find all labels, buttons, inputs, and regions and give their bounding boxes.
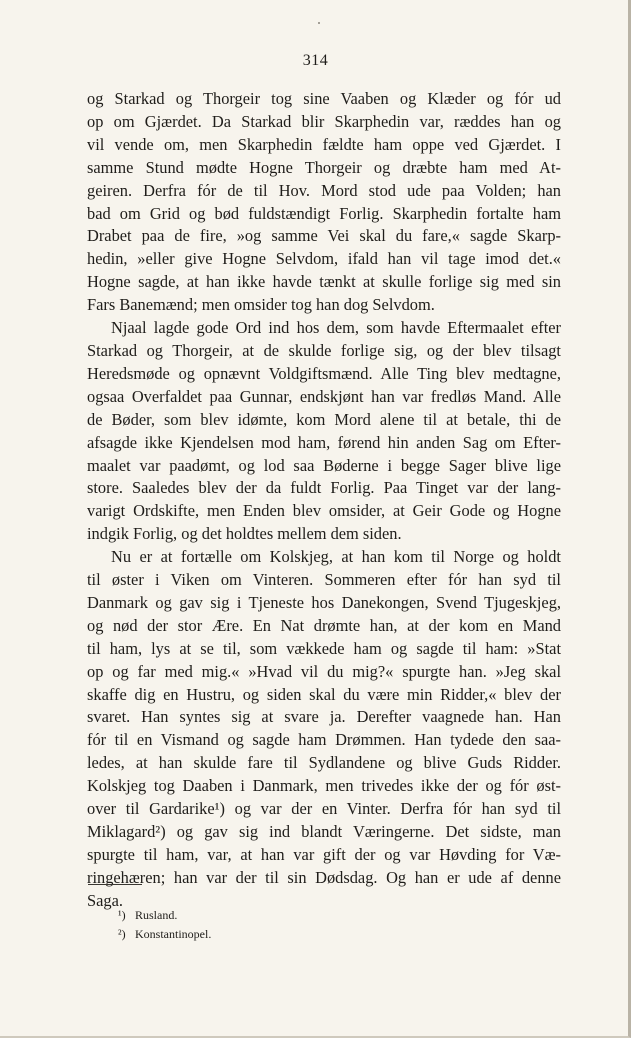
text-line: til øster i Viken om Vinteren. Sommeren efter fór han syd til	[87, 570, 561, 590]
text-line: Drabet paa de fire, »og samme Vei skal du fare,« sagde Skarp-	[87, 226, 561, 246]
footnote-divider	[88, 884, 142, 885]
text-line: Fars Banemænd; men omsider tog han dog Selvdom.	[87, 295, 435, 315]
text-line: hedin, »eller give Hogne Selvdom, ifald han vil tage imod det.«	[87, 249, 561, 269]
text-line: store. Saaledes blev der da fuldt Forlig. Paa Tinget var der lang-	[87, 478, 561, 498]
footnotes	[118, 906, 418, 944]
text-line: indgik Forlig, og det holdtes mellem dem siden.	[87, 524, 402, 544]
text-line: og nød der stor Ære. En Nat drømte han, at der kom en Mand	[87, 615, 561, 635]
text-line: Nu er at fortælle om Kolskjeg, at han kom til Norge og holdt	[111, 547, 561, 567]
text-line: Danmark og gav sig i Tjeneste hos Danekongen, Svend Tjugeskjeg,	[87, 592, 561, 612]
body-text	[87, 88, 561, 913]
footnote-1	[118, 906, 418, 925]
paper-speck	[318, 22, 320, 24]
text-line: op og far med mig.« »Hvad vil du mig?« spurgte han. »Jeg skal	[87, 661, 561, 681]
text-line: Njaal lagde gode Ord ind hos dem, som havde Eftermaalet efter	[111, 318, 561, 338]
paragraph-2	[87, 317, 561, 546]
text-line: Starkad og Thorgeir, at de skulde forlige sig, og der blev tilsagt	[87, 340, 561, 360]
text-line: ledes, at han skulde fare til Sydlandene og blive Guds Ridder.	[87, 753, 561, 773]
text-line: vil vende om, men Skarphedin fældte ham oppe ved Gjærdet. I	[87, 134, 561, 154]
text-line: Heredsmøde og opnævnt Voldgiftsmænd. Alle Ting blev medtagne,	[87, 363, 561, 383]
text-line: op om Gjærdet. Da Starkad blir Skarphedin var, ræddes han og	[87, 111, 561, 131]
text-line: samme Stund mødte Hogne Thorgeir og dræbte ham med At-	[87, 157, 561, 177]
text-line: fór til en Vismand og sagde ham Drømmen. Han tydede den saa-	[87, 730, 561, 750]
paragraph-1	[87, 88, 561, 317]
text-line: Miklagard²) og gav sig ind blandt Væringerne. Det sidste, man	[87, 822, 561, 841]
text-line: og Starkad og Thorgeir tog sine Vaaben og Klæder og fór ud	[87, 89, 561, 108]
text-line: maalet var paadømt, og lod saa Bøderne i begge Sager blive lige	[87, 455, 561, 475]
text-line: ringehæren; han var der til sin Dødsdag. Og han er ude af denne	[87, 867, 561, 887]
paragraph-3	[87, 546, 561, 913]
text-line: til ham, lys at se til, som vækkede ham og sagde til ham: »Stat	[87, 638, 561, 658]
footnote-1-mark: ¹)	[118, 908, 126, 922]
text-line: varigt Ordskifte, men Enden blev omsider, at Geir Gode og Hogne	[87, 501, 561, 521]
text-line: Kolskjeg tog Daaben i Danmark, men trivedes ikke der og fór øst-	[87, 776, 561, 796]
footnote-2-text: Konstantinopel.	[135, 927, 212, 941]
footnote-1-text: Rusland.	[135, 908, 178, 922]
footnote-2-mark: ²)	[118, 927, 126, 941]
footnote-2	[118, 925, 418, 944]
text-line: skaffe dig en Hustru, og siden skal du være min Ridder,« blev der	[87, 684, 561, 704]
text-line: afsagde ikke Kjendelsen mod ham, førend hin anden Sag om Efter-	[87, 432, 561, 452]
text-line: Hogne sagde, at han ikke havde tænkt at skulle forlige sig med sin	[87, 272, 561, 292]
text-line: bad om Grid og bød fuldstændigt Forlig. Skarphedin fortalte ham	[87, 203, 561, 223]
text-line: de Bøder, som blev idømte, kom Mord alene til at betale, thi de	[87, 409, 561, 429]
text-line: geiren. Derfra fór de til Hov. Mord stod ude paa Volden; han	[87, 180, 561, 200]
text-line: Saga.	[87, 890, 123, 910]
text-line: spurgte til ham, var, at han var gift der og var Høvding for Væ-	[87, 844, 561, 864]
text-line: over til Gardarike¹) og var der en Vinter. Derfra fór han syd til	[87, 799, 561, 819]
page-number: 314	[302, 52, 329, 69]
text-line: svaret. Han syntes sig at svare ja. Derefter vaagnede han. Han	[87, 707, 561, 727]
text-line: ogsaa Overfaldet paa Gunnar, endskjønt han var fredløs Mand. Alle	[87, 386, 561, 406]
